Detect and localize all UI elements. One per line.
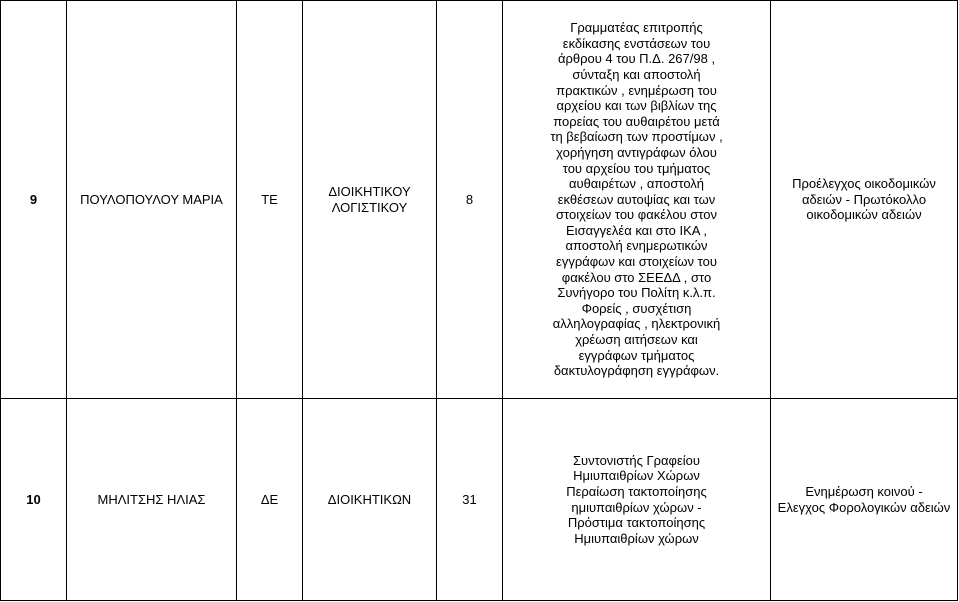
employee-name: ΠΟΥΛΟΠΟΥΛΟΥ ΜΑΡΙΑ xyxy=(67,1,237,399)
note-line: Ελεγχος Φορολογικών αδειών xyxy=(777,499,951,515)
duty-line: αλληλογραφίας , ηλεκτρονική xyxy=(552,316,721,332)
duty-line: Ημιυπαιθρίων χώρων xyxy=(574,530,699,546)
row-number: 9 xyxy=(1,1,67,399)
employee-notes xyxy=(771,399,958,601)
duty-line: πρακτικών , ενημέρωση του xyxy=(556,82,717,98)
duty-line: αυθαιρέτων , αποστολή xyxy=(568,176,705,192)
duty-line: Φορείς , συσχέτιση xyxy=(581,300,692,316)
duty-line: Συντονιστής Γραφείου xyxy=(572,452,700,468)
duty-line: Περαίωση τακτοποίησης xyxy=(566,483,707,499)
duty-line: Συνήγορο του Πολίτη κ.λ.π. xyxy=(557,285,716,301)
employee-duties xyxy=(503,399,771,601)
branch-line: ΔΙΟΙΚΗΤΙΚΩΝ xyxy=(327,491,412,507)
employee-notes xyxy=(771,1,958,399)
duty-line: στοιχείων του φακέλου στον xyxy=(556,207,717,223)
employee-branch xyxy=(303,1,437,399)
duty-line: εγγράφων και στοιχείων του xyxy=(556,254,717,270)
duty-line: Εισαγγελέα και στο ΙΚΑ , xyxy=(566,222,707,238)
duty-line: πορείας του αυθαιρέτου μετά xyxy=(553,113,720,129)
duty-line: δακτυλογράφηση εγγράφων. xyxy=(553,363,720,379)
duty-line: τη βεβαίωση των προστίμων , xyxy=(550,129,723,145)
duty-line: Γραμματέας επιτροπής xyxy=(570,20,703,36)
employee-category: ΔΕ xyxy=(237,399,303,601)
duty-line: ημιυπαιθρίων χώρων - xyxy=(571,499,702,515)
duty-line: Πρόστιμα τακτοποίησης xyxy=(567,515,706,531)
table-row xyxy=(1,399,958,601)
branch-line: ΛΟΓΙΣΤΙΚΟΥ xyxy=(331,199,408,215)
note-line: Ενημέρωση κοινού - xyxy=(805,483,923,499)
duty-line: εκθέσεων αυτοψίας και των xyxy=(557,191,716,207)
employee-category: ΤΕ xyxy=(237,1,303,399)
branch-line: ΔΙΟΙΚΗΤΙΚΟΥ xyxy=(328,183,411,199)
employee-grade: 31 xyxy=(437,399,503,601)
duty-line: εκδίκασης ενστάσεων του xyxy=(562,35,711,51)
table-row xyxy=(1,1,958,399)
row-number: 10 xyxy=(1,399,67,601)
employee-name: ΜΗΛΙΤΣΗΣ ΗΛΙΑΣ xyxy=(67,399,237,601)
note-line: οικοδομικών αδειών xyxy=(806,207,922,223)
duty-line: άρθρου 4 του Π.Δ. 267/98 , xyxy=(557,51,716,67)
duty-line: Ημιυπαιθρίων Χώρων xyxy=(573,468,700,484)
duty-line: αποστολή ενημερωτικών xyxy=(565,238,708,254)
employee-grade: 8 xyxy=(437,1,503,399)
duty-line: χορήγηση αντιγράφων όλου xyxy=(556,144,717,160)
employee-duties xyxy=(503,1,771,399)
note-line: αδειών - Πρωτόκολλο xyxy=(801,191,927,207)
duty-line: χρέωση αιτήσεων και xyxy=(575,332,698,348)
duty-line: σύνταξη και αποστολή xyxy=(572,66,701,82)
duty-line: του αρχείου του τμήματος xyxy=(562,160,711,176)
employee-branch xyxy=(303,399,437,601)
duty-line: εγγράφων τμήματος xyxy=(578,347,695,363)
duty-line: αρχείου και των βιβλίων της xyxy=(556,98,717,114)
note-line: Προέλεγχος οικοδομικών xyxy=(792,176,936,192)
duty-line: φακέλου στο ΣΕΕΔΔ , στο xyxy=(561,269,712,285)
